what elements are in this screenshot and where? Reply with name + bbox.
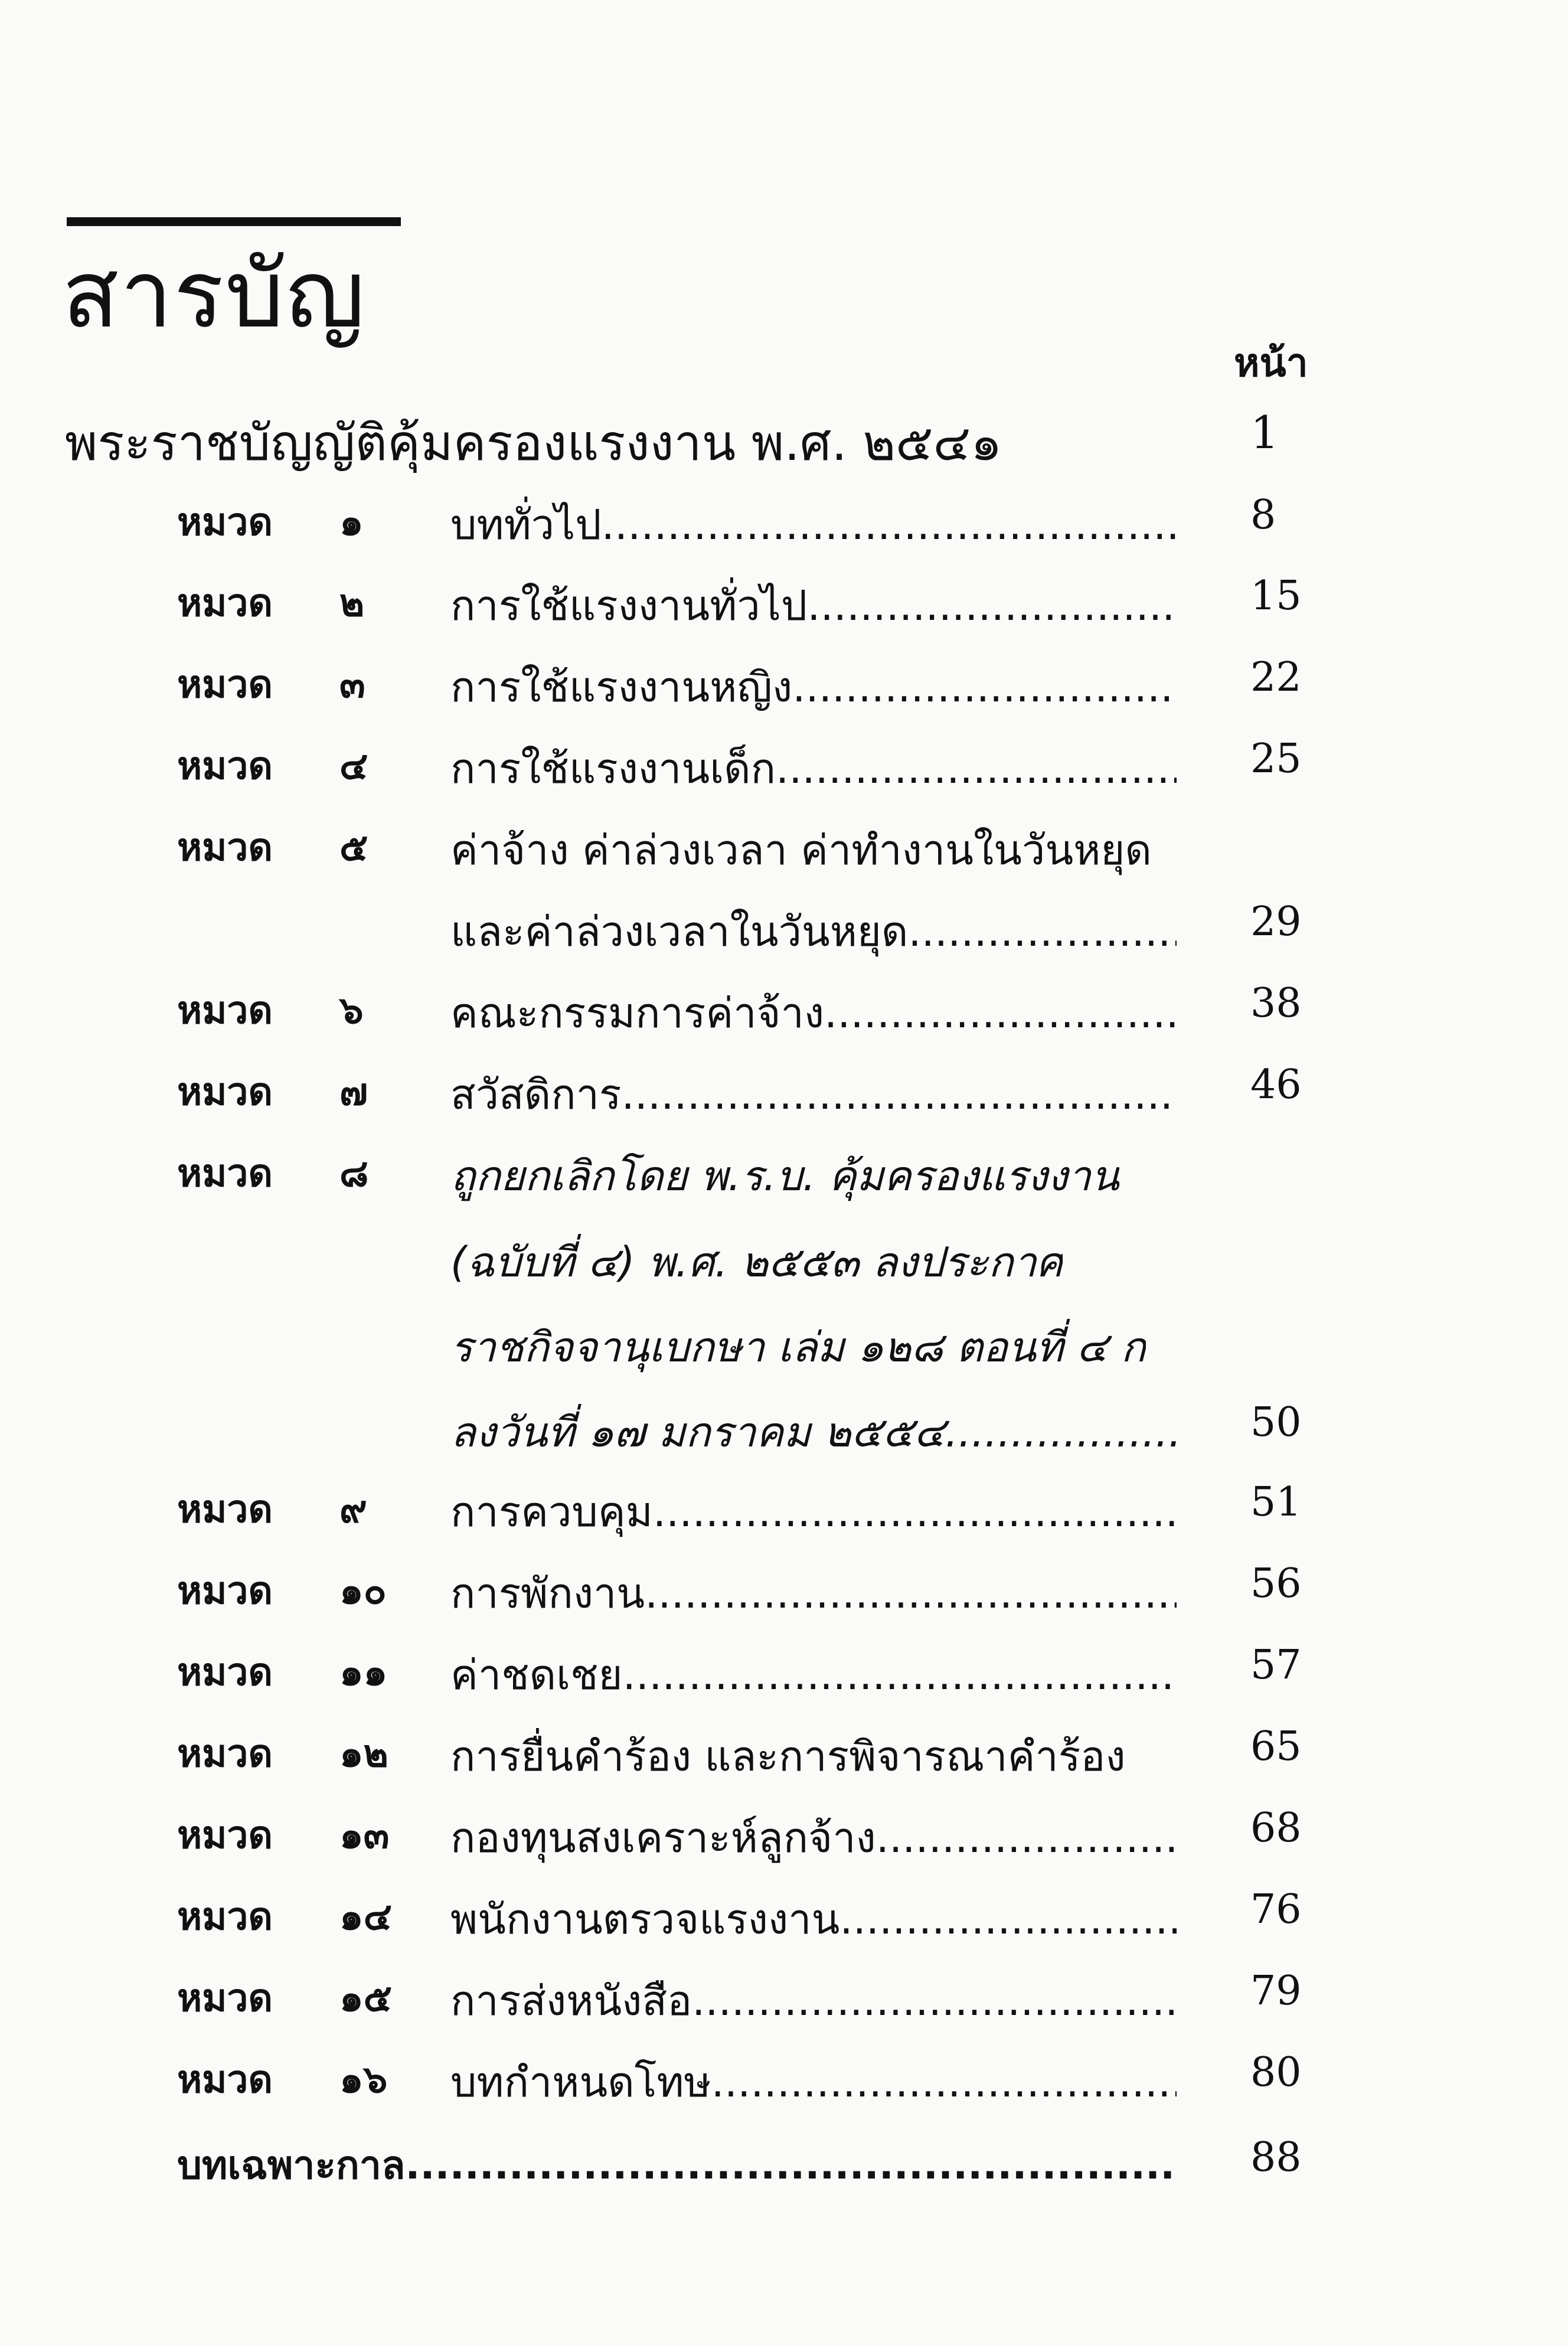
chapter-number: ๖ (339, 989, 364, 1033)
chapter-title-continuation: ราชกิจจานุเบกษา เล่ม ๑๒๘ ตอนที่ ๔ ก (450, 1323, 1146, 1371)
toc-row-continuation (0, 1314, 1568, 1385)
chapter-number: ๙ (339, 1488, 367, 1531)
chapter-label: หมวด (177, 663, 273, 707)
toc-row (0, 1143, 1568, 1214)
chapter-title-continuation: และค่าล่วงเวลาในวันหยุด ..... (450, 899, 1177, 964)
page-title: สารบัญ (62, 240, 366, 349)
chapter-title: การใช้แรงงานเด็ก ..... (450, 736, 1177, 801)
chapter-page-number: 38 (1250, 980, 1302, 1027)
chapter-number: ๑๑ (339, 1651, 388, 1694)
chapter-number: ๔ (339, 744, 368, 788)
chapter-page-number: 46 (1250, 1062, 1302, 1108)
toc-row (0, 492, 1568, 563)
toc-row-continuation (0, 1399, 1568, 1470)
chapter-page-number: 50 (1250, 1399, 1302, 1446)
chapter-title: พนักงานตรวจแรงงาน ..... (450, 1886, 1177, 1952)
chapter-label: หมวด (177, 744, 273, 788)
chapter-page-number: 80 (1250, 2049, 1302, 2096)
chapter-label: หมวด (177, 989, 273, 1033)
chapter-title: บททั่วไป ..... (450, 492, 1177, 557)
chapter-title: การใช้แรงงานหญิง ..... (450, 654, 1177, 720)
toc-row-continuation (0, 1229, 1568, 1300)
chapter-page-number: 15 (1250, 573, 1302, 619)
chapter-page-number: 22 (1250, 654, 1302, 701)
chapter-number: ๗ (339, 1070, 368, 1114)
toc-row (0, 1886, 1568, 1957)
chapter-title-continuation: (ฉบับที่ ๔) พ.ศ. ๒๕๕๓ ลงประกาศ (450, 1238, 1063, 1286)
chapter-number: ๒ (339, 582, 365, 625)
chapter-title-continuation: ลงวันที่ ๑๗ มกราคม ๒๕๕๔ ..... (450, 1399, 1177, 1465)
toc-row (0, 1479, 1568, 1550)
chapter-label: หมวด (177, 1569, 273, 1613)
chapter-page-number: 79 (1250, 1968, 1302, 2014)
chapter-number: ๑๐ (339, 1569, 387, 1613)
toc-row (0, 2049, 1568, 2120)
act-page-number: 1 (1250, 406, 1279, 459)
chapter-title: การใช้แรงงานทั่วไป ..... (450, 573, 1177, 638)
chapter-number: ๑๖ (339, 2058, 388, 2102)
toc-row (0, 2134, 1568, 2205)
toc-row (0, 573, 1568, 644)
chapter-label: หมวด (177, 1977, 273, 2020)
title-rule (67, 217, 401, 226)
chapter-label: หมวด (177, 1651, 273, 1694)
chapter-label: หมวด (177, 1732, 273, 1776)
transitional-provisions-title: บทเฉพาะกาล ..... (177, 2134, 1177, 2196)
chapter-number: ๑๔ (339, 1895, 393, 1939)
chapter-label: หมวด (177, 826, 273, 870)
chapter-page-number: 8 (1250, 492, 1276, 538)
toc-row (0, 1642, 1568, 1713)
toc-row (0, 1062, 1568, 1132)
chapter-number: ๓ (339, 663, 365, 707)
chapter-title: บทกำหนดโทษ ..... (450, 2049, 1177, 2115)
toc-row (0, 817, 1568, 888)
chapter-page-number: 68 (1250, 1805, 1302, 1851)
chapter-title: การยื่นคำร้อง และการพิจารณาคำร้อง (450, 1732, 1126, 1781)
chapter-title: ค่าจ้าง ค่าล่วงเวลา ค่าทำงานในวันหยุด (450, 826, 1152, 874)
chapter-label: หมวด (177, 2058, 273, 2102)
act-title: พระราชบัญญัติคุ้มครองแรงงาน พ.ศ. ๒๕๔๑ (65, 414, 1002, 472)
chapter-number: ๑๓ (339, 1814, 390, 1857)
toc-row (0, 1723, 1568, 1794)
toc-row (0, 1560, 1568, 1631)
chapter-title: การควบคุม ..... (450, 1479, 1177, 1544)
toc-row (0, 980, 1568, 1051)
chapter-label: หมวด (177, 1814, 273, 1857)
chapter-number: ๑๕ (339, 1977, 393, 2020)
toc-row (0, 654, 1568, 725)
chapter-title: คณะกรรมการค่าจ้าง ..... (450, 980, 1177, 1046)
chapter-page-number: 29 (1250, 899, 1302, 945)
chapter-number: ๑๒ (339, 1732, 388, 1776)
chapter-page-number: 57 (1250, 1642, 1302, 1688)
chapter-title: การพักงาน ..... (450, 1560, 1177, 1626)
toc-row (0, 736, 1568, 806)
chapter-page-number: 65 (1250, 1723, 1302, 1770)
chapter-title: ถูกยกเลิกโดย พ.ร.บ. คุ้มครองแรงงาน (450, 1152, 1119, 1200)
chapter-title: ค่าชดเชย ..... (450, 1642, 1177, 1707)
chapter-label: หมวด (177, 1895, 273, 1939)
chapter-number: ๕ (339, 826, 368, 870)
chapter-title: สวัสดิการ ..... (450, 1062, 1177, 1127)
chapter-number: ๑ (339, 501, 364, 544)
toc-row (0, 1968, 1568, 2039)
chapter-number: ๘ (339, 1152, 369, 1196)
chapter-page-number: 51 (1250, 1479, 1302, 1526)
chapter-label: หมวด (177, 501, 273, 544)
chapter-page-number: 76 (1250, 1886, 1302, 1933)
chapter-title: กองทุนสงเคราะห์ลูกจ้าง ..... (450, 1805, 1177, 1870)
chapter-label: หมวด (177, 582, 273, 625)
chapter-page-number: 25 (1250, 736, 1302, 782)
toc-row (0, 1805, 1568, 1876)
chapter-label: หมวด (177, 1488, 273, 1531)
page-column-header: หน้า (1234, 340, 1308, 386)
chapter-label: หมวด (177, 1152, 273, 1196)
toc-row-continuation (0, 899, 1568, 969)
chapter-label: หมวด (177, 1070, 273, 1114)
chapter-page-number: 56 (1250, 1560, 1302, 1607)
transitional-provisions-page-number: 88 (1250, 2134, 1302, 2181)
chapter-title: การส่งหนังสือ ..... (450, 1968, 1177, 2033)
